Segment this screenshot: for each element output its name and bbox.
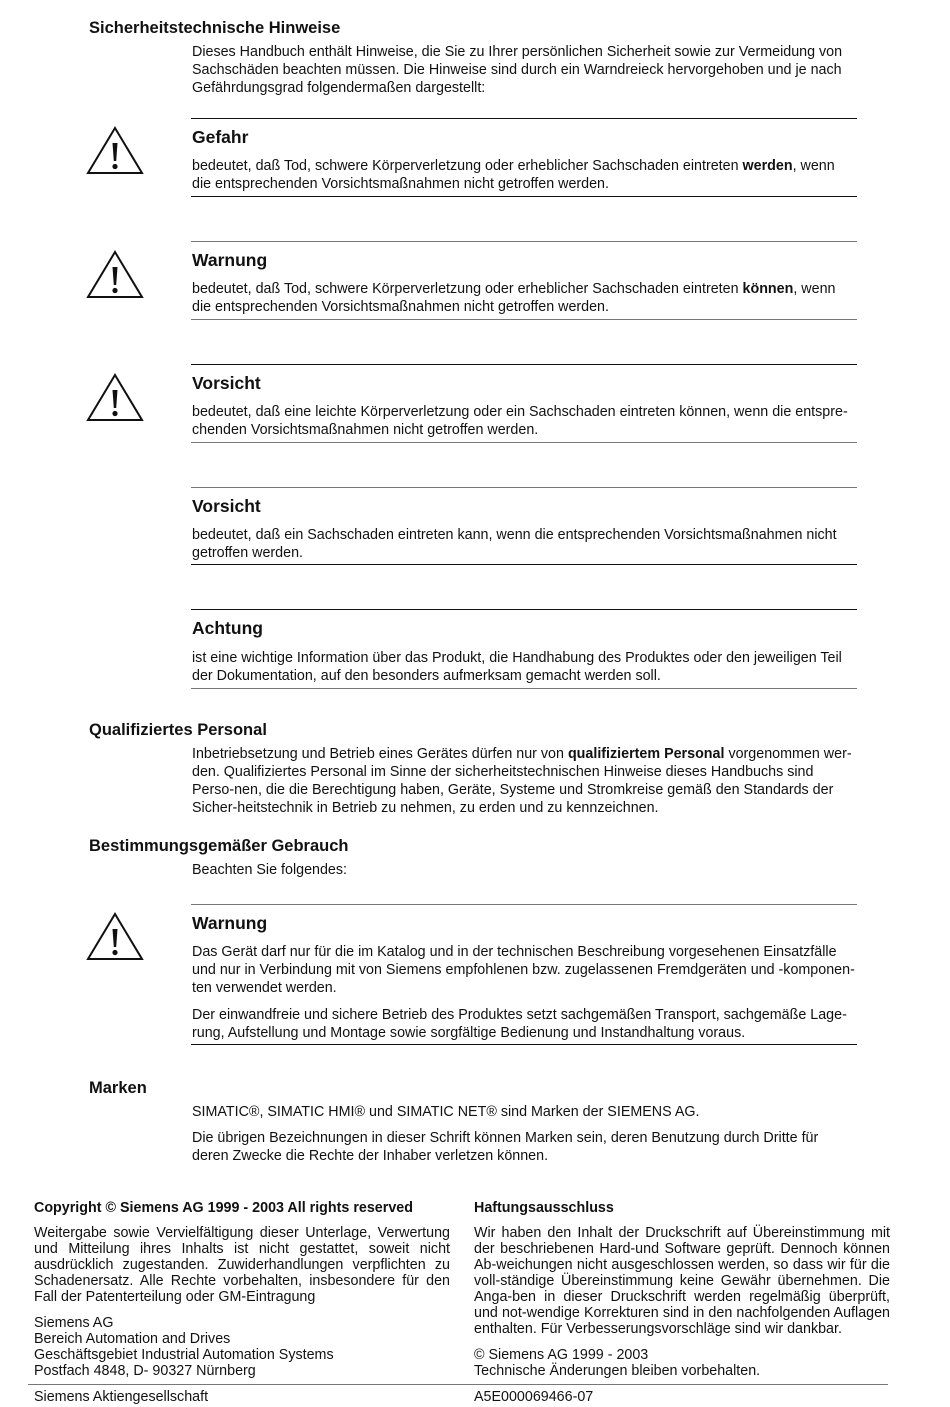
order-number: A5E000069466-07 <box>474 1389 594 1405</box>
address-block <box>34 1315 454 1379</box>
divider <box>191 487 857 488</box>
divider <box>191 196 857 197</box>
warning-triangle-icon <box>86 126 144 176</box>
divider <box>191 442 857 443</box>
section-heading-personnel: Qualifiziertes Personal <box>89 721 267 739</box>
notice-text-achtung: ist eine wichtige Information über das Produkt, die Handhabung des Produktes oder den jeweiligen Teil der Dokumentation, auf den besonders aufmerksam gemacht werden soll. <box>192 650 842 684</box>
address-line: Postfach 4848, D- 90327 Nürnberg <box>34 1363 256 1379</box>
divider <box>191 904 857 905</box>
warning-triangle-icon <box>86 373 144 423</box>
disclaimer-heading: Haftungsausschluss <box>474 1200 614 1216</box>
notice-title-gefahr: Gefahr <box>192 127 249 147</box>
section-heading-trademarks: Marken <box>89 1079 147 1097</box>
notice-text-warnung: bedeutet, daß Tod, schwere Körperverletzung oder erheblicher Sachschaden eintreten können, wenn die entsprechenden Vorsichtsmaßnahmen nicht getroffen werden. <box>192 281 836 315</box>
disclaimer-text: Wir haben den Inhalt der Druckschrift auf Übereinstimmung mit der beschriebenen Hard-und Software geprüft. Dennoch können Ab-weichungen nicht ausgeschlossen werden, so dass wir für die voll-ständige Übereinstimmung keine Gewähr übernehmen. Die Anga-ben in dieser Druckschrift werden regelmäßig überprüft, und not-wendige Korrekturen sind in den nachfolgenden Auflagen enthalten. Für Verbesserungsvorschläge sind wir dankbar. <box>474 1225 890 1337</box>
copyright-short: © Siemens AG 1999 - 2003 <box>474 1347 649 1363</box>
warning-triangle-icon <box>86 912 144 962</box>
company-name: Siemens Aktiengesellschaft <box>34 1389 209 1405</box>
address-line: Bereich Automation and Drives <box>34 1331 231 1347</box>
safety-intro: Dieses Handbuch enthält Hinweise, die Sie zu Ihrer persönlichen Sicherheit sowie zur Vermeidung von Sachschäden beachten müssen. Die Hinweise sind durch ein Warndreieck hervorgehoben und je nach Gefährdungsgrad folgendermaßen dargestellt: <box>192 44 843 96</box>
notice-text-vorsicht-2: bedeutet, daß ein Sachschaden eintreten kann, wenn die entsprechenden Vorsichtsmaßnahmen nicht getroffen werden. <box>192 527 837 561</box>
divider <box>191 609 857 610</box>
copyright-text: Weitergabe sowie Vervielfältigung dieser Unterlage, Verwertung und Mitteilung ihres Inhalts ist nicht gestattet, soweit nicht ausdrücklich zugestanden. Zuwiderhandlungen verpflichten zu Schadenersatz. Alle Rechte vorbehalten, insbesondere für den Fall der Patenterteilung oder GM-Eintragung <box>34 1225 450 1305</box>
divider <box>191 319 857 320</box>
section-heading-safety: Sicherheitstechnische Hinweise <box>89 19 341 37</box>
usage-notice-paragraph-2: Der einwandfreie und sichere Betrieb des Produktes setzt sachgemäßen Transport, sachgemäße Lage-rung, Aufstellung und Montage sowie sorgfältige Bedienung und Instandhaltung voraus. <box>192 1007 847 1041</box>
address-line: Geschäftsgebiet Industrial Automation Systems <box>34 1347 334 1363</box>
divider <box>191 364 857 365</box>
notice-title-vorsicht: Vorsicht <box>192 373 261 393</box>
section-heading-usage: Bestimmungsgemäßer Gebrauch <box>89 837 349 855</box>
address-line: Siemens AG <box>34 1315 114 1331</box>
footer-divider <box>28 1384 888 1385</box>
usage-intro: Beachten Sie folgendes: <box>192 862 347 878</box>
divider <box>191 1044 857 1045</box>
changes-note: Technische Änderungen bleiben vorbehalten. <box>474 1363 761 1379</box>
notice-text-gefahr: bedeutet, daß Tod, schwere Körperverletzung oder erheblicher Sachschaden eintreten werden, wenn die entsprechenden Vorsichtsmaßnahmen nicht getroffen werden. <box>192 158 835 192</box>
notice-title-vorsicht-2: Vorsicht <box>192 496 261 516</box>
divider <box>191 564 857 565</box>
notice-title-usage-warnung: Warnung <box>192 913 268 933</box>
usage-notice-paragraph-1: Das Gerät darf nur für die im Katalog und in der technischen Beschreibung vorgesehenen Einsatzfälle und nur in Verbindung mit von Siemens empfohlenen bzw. zugelassenen Fremdgeräten und -komponen-ten verwendet werden. <box>192 944 855 996</box>
trademarks-line-1: SIMATIC®, SIMATIC HMI® und SIMATIC NET® sind Marken der SIEMENS AG. <box>192 1104 700 1120</box>
warning-triangle-icon <box>86 250 144 300</box>
divider <box>191 241 857 242</box>
divider <box>191 688 857 689</box>
trademarks-line-2: Die übrigen Bezeichnungen in dieser Schrift können Marken sein, deren Benutzung durch Dritte für deren Zwecke die Rechte der Inhaber verletzen können. <box>192 1130 819 1164</box>
copyright-heading: Copyright © Siemens AG 1999 - 2003 All rights reserved <box>34 1200 413 1216</box>
personnel-text: Inbetriebsetzung und Betrieb eines Gerätes dürfen nur von qualifiziertem Personal vorgenommen wer-den. Qualifiziertes Personal im Sinne der sicherheitstechnischen Hinweise dieses Handbuchs sind Perso-nen, die die Berechtigung haben, Geräte, Systeme und Stromkreise gemäß den Standards der Sicher-heitstechnik in Betrieb zu nehmen, zu erden und zu kennzeichnen. <box>192 746 852 816</box>
divider <box>191 118 857 119</box>
notice-title-achtung: Achtung <box>192 618 263 638</box>
notice-text-vorsicht: bedeutet, daß eine leichte Körperverletzung oder ein Sachschaden eintreten können, wenn die entspre-chenden Vorsichtsmaßnahmen nicht getroffen werden. <box>192 404 848 438</box>
notice-title-warnung: Warnung <box>192 250 268 270</box>
